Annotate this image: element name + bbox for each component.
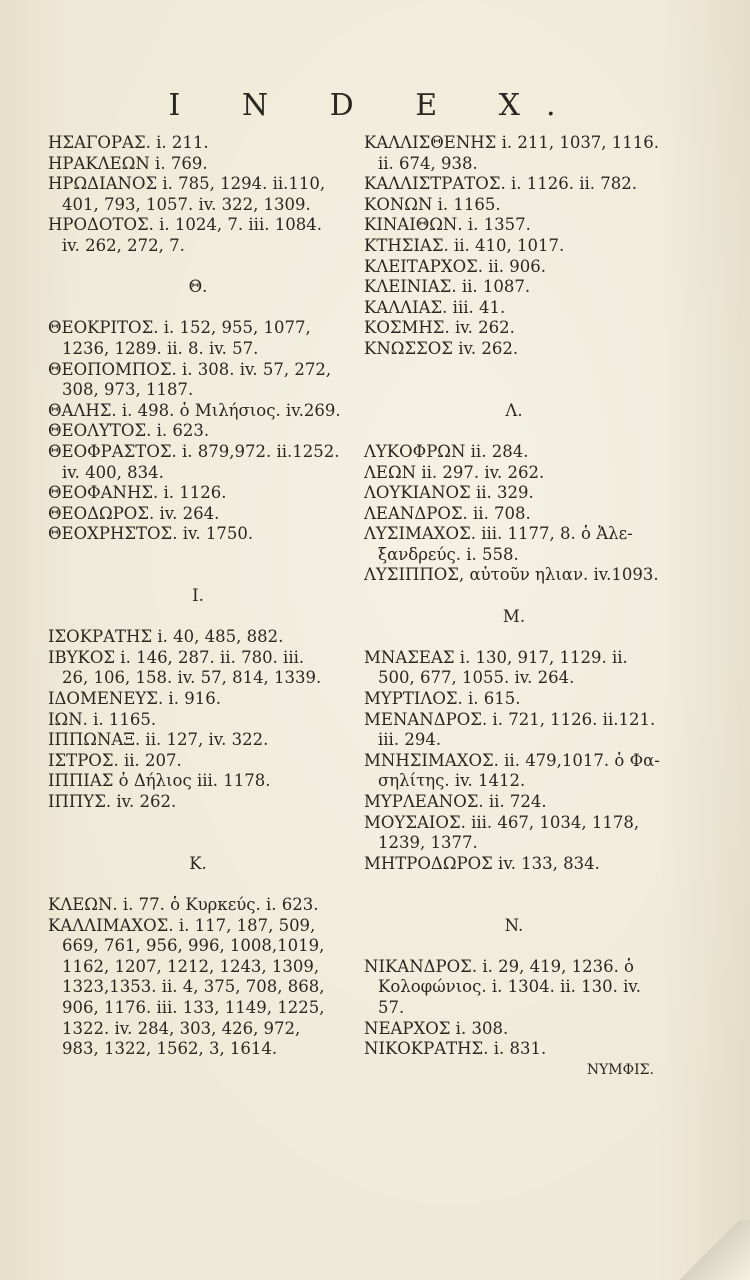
- index-entry-line: ΚΑΛΛΙΣΘΕΝΗΣ i. 211, 1037, 1116.: [364, 133, 660, 152]
- spacer: [48, 545, 348, 566]
- index-entry-line: 401, 793, 1057. iv. 322, 1309.: [62, 194, 311, 214]
- spacer: [364, 627, 664, 648]
- index-entry-line: ΙΣΟΚΡΑΤΗΣ i. 40, 485, 882.: [48, 627, 284, 647]
- index-entry-line: 1322. iv. 284, 303, 426, 972,: [62, 1018, 301, 1038]
- spacer: [48, 298, 348, 319]
- index-entry-line: ΙΒΥΚΟΣ i. 146, 287. ii. 780. iii.: [48, 647, 305, 667]
- page-corner-fold: [670, 1220, 750, 1280]
- index-entry-line: 308, 973, 1187.: [62, 380, 194, 400]
- index-entry-line: ii. 674, 938.: [378, 153, 478, 173]
- index-entry-line: ΛΥΣΙΜΑΧΟΣ. iii. 1177, 8. ὁ Ἀλε-: [364, 524, 633, 544]
- spacer: [364, 895, 664, 916]
- index-entry-line: ΚΝΩΣΣΟΣ iv. 262.: [364, 338, 519, 358]
- spacer: [364, 936, 664, 957]
- index-entry-line: ΘΕΟΠΟΜΠΟΣ. i. 308. iv. 57, 272,: [48, 359, 332, 379]
- index-entry-line: σηλίτης. iv. 1412.: [378, 771, 526, 791]
- index-entry-line: ΚΙΝΑΙΘΩΝ. i. 1357.: [364, 215, 531, 235]
- index-entry-line: ΜΥΡΛΕΑΝΟΣ. ii. 724.: [364, 792, 547, 811]
- index-entry-line: ΚΑΛΛΙΣΤΡΑΤΟΣ. i. 1126. ii. 782.: [364, 174, 637, 194]
- left-column: [48, 133, 348, 1060]
- spacer: [48, 257, 348, 278]
- index-entry-line: ξανδρεύς. i. 558.: [378, 544, 519, 564]
- index-entry-line: ΚΛΕΩΝ. i. 77. ὁ Κυρκεύς. i. 623.: [48, 894, 319, 914]
- index-entry-line: ΘΕΟΔΩΡΟΣ. iv. 264.: [48, 503, 220, 523]
- spacer: [48, 833, 348, 854]
- index-entry-line: ΗΡΟΔΟΤΟΣ. i. 1024, 7. iii. 1084.: [48, 215, 322, 235]
- spacer: [364, 380, 664, 401]
- index-entry-line: 906, 1176. iii. 133, 1149, 1225,: [62, 997, 325, 1017]
- index-entry-line: ΛΥΚΟΦΡΩΝ ii. 284.: [364, 441, 529, 461]
- index-entry-line: Κολοφώνιος. i. 1304. ii. 130. iv.: [378, 977, 641, 997]
- index-entry-line: ΗΡΑΚΛΕΩΝ i. 769.: [48, 153, 208, 173]
- index-entry-line: iv. 262, 272, 7.: [62, 235, 185, 255]
- index-entry-line: 1323,1353. ii. 4, 375, 708, 868,: [62, 977, 325, 997]
- index-entry-line: 983, 1322, 1562, 3, 1614.: [62, 1039, 278, 1059]
- index-entry-line: ΙΩΝ. i. 1165.: [48, 709, 157, 729]
- index-entry-line: ΘΕΟΦΑΝΗΣ. i. 1126.: [48, 483, 227, 503]
- index-entry-line: ΜΟΥΣΑΙΟΣ. iii. 467, 1034, 1178,: [364, 812, 640, 832]
- index-entry-line: ΜΕΝΑΝΔΡΟΣ. i. 721, 1126. ii.121.: [364, 709, 656, 729]
- index-entry-line: ΙΠΠΩΝΑΞ. ii. 127, iv. 322.: [48, 730, 269, 750]
- index-entry-line: ΝΙΚΟΚΡΑΤΗΣ. i. 831.: [364, 1039, 547, 1059]
- spacer: [48, 813, 348, 834]
- section-letter-heading: Λ.: [505, 400, 523, 420]
- index-entry-line: ΚΟΝΩΝ i. 1165.: [364, 194, 501, 214]
- index-entry-line: 1236, 1289. ii. 8. iv. 57.: [62, 338, 259, 358]
- spacer: [48, 565, 348, 586]
- page-title: I N D E X.: [168, 88, 582, 123]
- index-entry-line: ΚΑΛΛΙΑΣ. iii. 41.: [364, 297, 506, 317]
- spacer: [364, 421, 664, 442]
- index-entry-line: ΜΥΡΤΙΛΟΣ. i. 615.: [364, 689, 521, 709]
- section-letter-heading: I.: [192, 586, 204, 606]
- section-letter-heading: Θ.: [188, 277, 208, 297]
- spacer: [48, 607, 348, 628]
- index-entry-line: ΚΛΕΙΝΙΑΣ. ii. 1087.: [364, 277, 531, 297]
- section-letter-heading: K.: [189, 853, 207, 873]
- index-entry-line: ΚΤΗΣΙΑΣ. ii. 410, 1017.: [364, 235, 565, 255]
- index-entry-line: ΗΣΑΓΟΡΑΣ. i. 211.: [48, 133, 209, 152]
- right-column: [364, 133, 664, 1080]
- index-entry-line: ΜΝΗΣΙΜΑΧΟΣ. ii. 479,1017. ὁ Φα-: [364, 750, 660, 770]
- index-entry-line: ΘΕΟΛΥΤΟΣ. i. 623.: [48, 421, 210, 441]
- spacer: [48, 874, 348, 895]
- index-entry-line: ΛΕΩΝ ii. 297. iv. 262.: [364, 462, 545, 482]
- index-entry-line: ΘΑΛΗΣ. i. 498. ὁ Μιλήσιος. iv.269.: [48, 400, 341, 420]
- index-entry-line: ΙΠΠΥΣ. iv. 262.: [48, 792, 177, 811]
- spacer: [364, 360, 664, 381]
- index-entry-line: ΛΥΣΙΠΠΟΣ, αὐτοῦν ηλιαν. iv.1093.: [364, 565, 659, 585]
- index-entry-line: ΘΕΟΚΡΙΤΟΣ. i. 152, 955, 1077,: [48, 318, 311, 338]
- index-entry-line: ΚΑΛΛΙΜΑΧΟΣ. i. 117, 187, 509,: [48, 915, 316, 935]
- index-entry-line: ΛΟΥΚΙΑΝΟΣ ii. 329.: [364, 483, 534, 503]
- index-entry-line: ΗΡΩΔΙΑΝΟΣ i. 785, 1294. ii.110,: [48, 174, 326, 194]
- index-entry-line: ΝΙΚΑΝΔΡΟΣ. i. 29, 419, 1236. ὁ: [364, 956, 634, 976]
- index-entry-line: ΚΟΣΜΗΣ. iv. 262.: [364, 318, 515, 338]
- index-entry-line: ΙΔΟΜΕΝΕΥΣ. i. 916.: [48, 689, 221, 709]
- index-entry-line: 1162, 1207, 1212, 1243, 1309,: [62, 956, 320, 976]
- index-entry-line: 1239, 1377.: [378, 833, 478, 853]
- index-entry-line: 669, 761, 956, 996, 1008,1019,: [62, 936, 325, 956]
- index-entry-line: 26, 106, 158. iv. 57, 814, 1339.: [62, 668, 322, 688]
- index-entry-line: 500, 677, 1055. iv. 264.: [378, 668, 575, 688]
- index-entry-line: ΜΝΑΣΕΑΣ i. 130, 917, 1129. ii.: [364, 647, 628, 667]
- index-entry-line: ΘΕΟΧΡΗΣΤΟΣ. iv. 1750.: [48, 524, 254, 544]
- index-entry-line: 57.: [378, 997, 405, 1017]
- index-entry-line: ΙΠΠΙΑΣ ὁ Δήλιος iii. 1178.: [48, 771, 271, 791]
- index-entry-line: ΛΕΑΝΔΡΟΣ. ii. 708.: [364, 503, 531, 523]
- index-entry-line: iv. 400, 834.: [62, 462, 164, 482]
- spacer: [364, 586, 664, 607]
- section-letter-heading: M.: [502, 606, 526, 626]
- index-entry-line: ΚΛΕΙΤΑΡΧΟΣ. ii. 906.: [364, 256, 547, 276]
- index-entry-line: ΝΕΑΡΧΟΣ i. 308.: [364, 1018, 509, 1038]
- index-entry-line: ΙΣΤΡΟΣ. ii. 207.: [48, 750, 182, 770]
- spacer: [364, 874, 664, 895]
- index-entry-line: ΘΕΟΦΡΑΣΤΟΣ. i. 879,972. ii.1252.: [48, 441, 340, 461]
- catchword: ΝΥΜΦΙΣ.: [586, 1061, 654, 1078]
- section-letter-heading: N.: [504, 915, 524, 935]
- index-entry-line: iii. 294.: [378, 730, 442, 750]
- index-entry-line: ΜΗΤΡΟΔΩΡΟΣ iv. 133, 834.: [364, 853, 600, 873]
